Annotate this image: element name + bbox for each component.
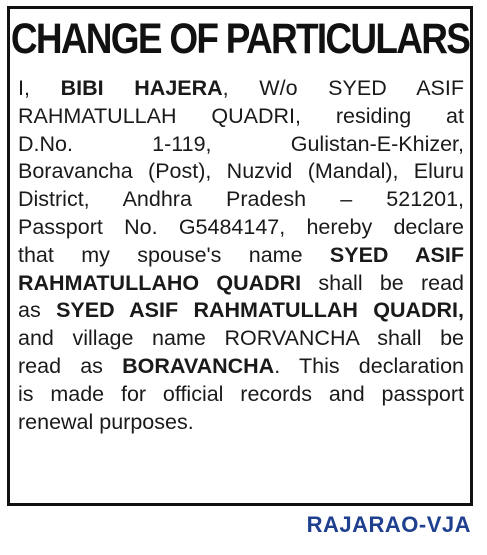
notice-line [18,158,464,186]
body-text-segment: read as [18,353,123,378]
body-text-segment: that my spouse's name [18,242,330,267]
body-text-segment: D.No. 1-119, Gulistan-E-Khizer, [18,131,464,156]
bold-text: SYED ASIF RAHMATULLAH QUADRI, [56,298,464,323]
body-text-segment: , W/o SYED ASIF [222,76,464,100]
notice-line [18,325,464,353]
notice-line [18,186,464,214]
body-text-segment: shall be read [301,270,464,295]
bold-text: BORAVANCHA [122,353,275,378]
notice-line [18,270,464,298]
body-text-segment: . This declaration [274,353,464,378]
body-text-segment: Boravancha (Post), Nuzvid (Mandal), Eluru [18,159,464,184]
notice-line [18,214,464,242]
signature-text: RAJARAO-VJA [306,512,471,537]
notice-body [18,75,464,436]
notice-line [18,409,464,437]
body-text-segment: District, Andhra Pradesh – 521201, [18,187,464,212]
notice-line [18,131,464,159]
body-text-segment: renewal purposes. [18,409,194,434]
body-text-segment: Passport No. G5484147, hereby declare [18,214,464,239]
bold-text: BIBI HAJERA [60,76,223,100]
bold-text: SYED ASIF [329,242,464,267]
notice-line [18,353,464,381]
notice-line [18,381,464,409]
notice-line [18,103,464,131]
notice-line [18,75,464,103]
notice-heading: CHANGE OF PARTICULARS [10,14,470,63]
notice-box [7,6,473,506]
body-text-segment: RAHMATULLAH QUADRI, residing at [18,103,464,128]
notice-line [18,242,464,270]
bold-text: RAHMATULLAHO QUADRI [18,270,302,295]
notice-line [18,297,464,325]
body-text-segment: is made for official records and passport [18,381,464,406]
body-text-segment: as [18,298,57,323]
body-text-segment: I, [18,76,61,100]
body-text-segment: and village name RORVANCHA shall be [18,326,464,351]
